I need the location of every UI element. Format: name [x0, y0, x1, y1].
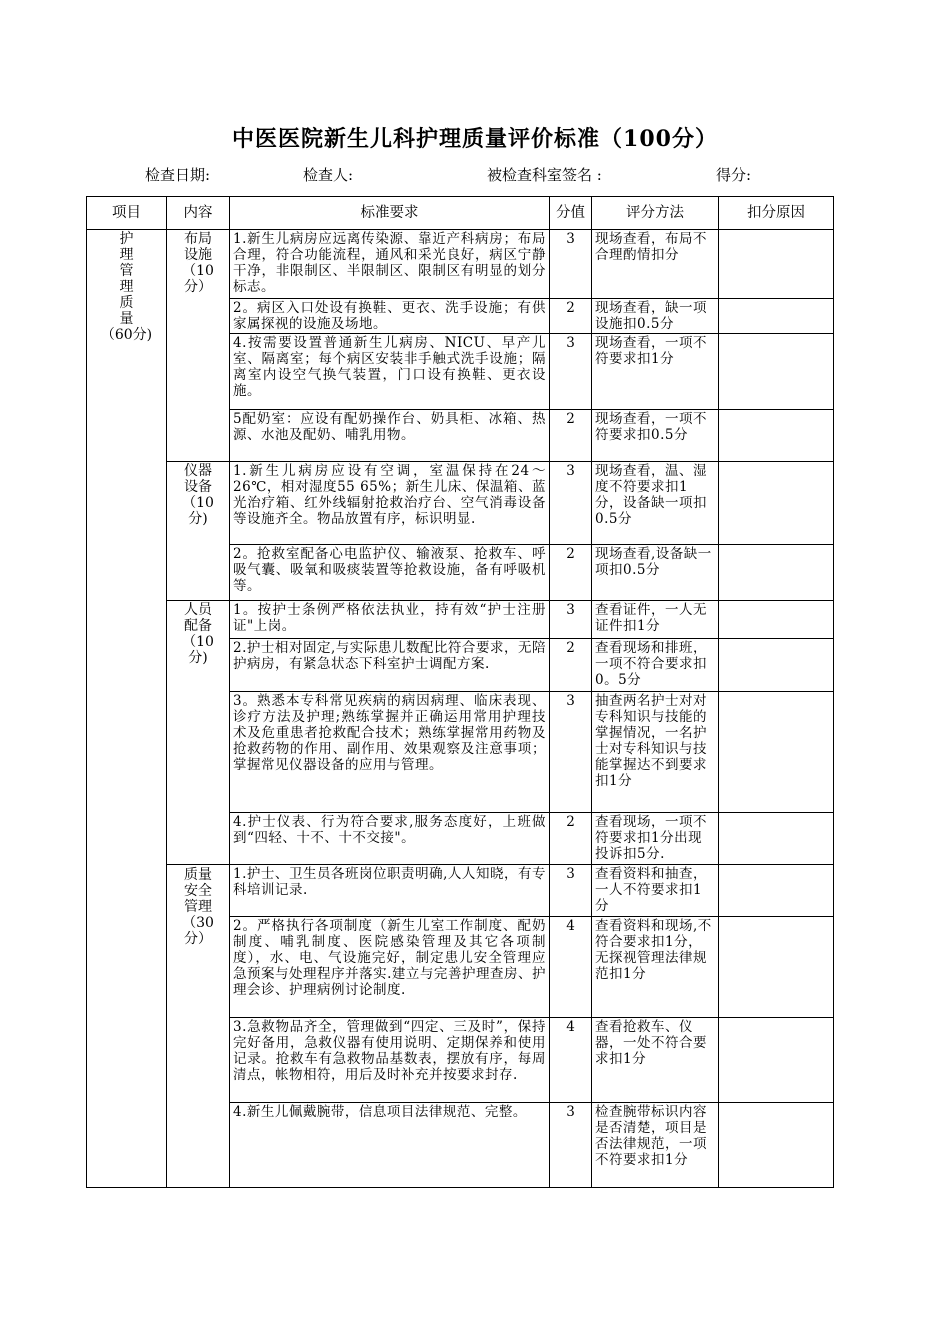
category-staffing: 人员 配备 （10 分)	[167, 601, 230, 865]
deduction-reason-cell	[719, 1018, 834, 1103]
method-cell: 现场查看，布局不合理酌情扣分	[592, 230, 719, 299]
standard-cell: 1.新生儿病房应设有空调，室温保持在24～26℃，相对湿度55 65%；新生儿床、保温箱、蓝光治疗箱、红外线辐射抢救治疗台、空气消毒设备等设施齐全。物品放置有序，标识明显.	[230, 462, 550, 545]
score-cell: 2	[550, 299, 592, 334]
header-score: 分值	[550, 197, 592, 230]
score-cell: 2	[550, 410, 592, 462]
deduction-reason-cell	[719, 813, 834, 865]
standard-cell: 1。按护士条例严格依法执业，持有效“护士注册证"上岗。	[230, 601, 550, 639]
method-cell: 查看现场和排班，一项不符合要求扣0。5分	[592, 639, 719, 692]
score-cell: 3	[550, 865, 592, 917]
method-cell: 现场查看，一项不符要求扣1分	[592, 334, 719, 410]
project-cell: 护 理 管 理 质 量 （60分)	[87, 230, 167, 1188]
standard-cell: 3.急救物品齐全，管理做到“四定、三及时”，保持完好备用，急救仪器有使用说明、定期保养和使用记录。抢救车有急救物品基数表，摆放有序，每周清点，帐物相符，用后及时补充并按要求封存.	[230, 1018, 550, 1103]
standard-cell: 1.护士、卫生员各班岗位职责明确,人人知晓，有专科培训记录.	[230, 865, 550, 917]
table-row	[87, 230, 834, 299]
score-cell: 2	[550, 545, 592, 601]
deduction-reason-cell	[719, 545, 834, 601]
inspection-date-label: 检查日期:	[145, 166, 211, 184]
method-cell: 查看资料和抽查，一人不符要求扣1分	[592, 865, 719, 917]
deduction-reason-cell	[719, 462, 834, 545]
score-cell: 4	[550, 1018, 592, 1103]
deduction-reason-cell	[719, 410, 834, 462]
table-row	[87, 865, 834, 917]
deduction-reason-cell	[719, 299, 834, 334]
standard-cell: 4.按需要设置普通新生儿病房、NICU、早产儿室、隔离室；每个病区安装非手触式洗手设施；隔离室内设空气换气装置，门口设有换鞋、更衣设施。	[230, 334, 550, 410]
method-cell: 查看证件，一人无证件扣1分	[592, 601, 719, 639]
page-title: 中医医院新生儿科护理质量评价标准（100分）	[232, 126, 718, 152]
score-cell: 3	[550, 334, 592, 410]
category-layout: 布局 设施 （10 分）	[167, 230, 230, 462]
header-content: 内容	[167, 197, 230, 230]
method-cell: 现场查看,设备缺一项扣0.5分	[592, 545, 719, 601]
deduction-reason-cell	[719, 1103, 834, 1188]
method-cell: 检查腕带标识内容是否清楚，项目是否法律规范，一项不符要求扣1分	[592, 1103, 719, 1188]
score-label: 得分:	[716, 166, 752, 184]
header-method: 评分方法	[592, 197, 719, 230]
deduction-reason-cell	[719, 865, 834, 917]
header-project: 项目	[87, 197, 167, 230]
score-cell: 3	[550, 462, 592, 545]
deduction-reason-cell	[719, 639, 834, 692]
deduction-reason-cell	[719, 692, 834, 813]
category-equipment: 仪器 设备 （10 分)	[167, 462, 230, 601]
standard-cell: 2。病区入口处设有换鞋、更衣、洗手设施；有供家属探视的设施及场地。	[230, 299, 550, 334]
score-cell: 3	[550, 601, 592, 639]
standard-cell: 2.护士相对固定,与实际患儿数配比符合要求，无陪护病房，有紧急状态下科室护士调配方案.	[230, 639, 550, 692]
evaluation-table	[86, 196, 834, 1188]
score-cell: 3	[550, 230, 592, 299]
deduction-reason-cell	[719, 230, 834, 299]
score-cell: 4	[550, 917, 592, 1018]
method-cell: 现场查看，温、湿度不符要求扣1分，设备缺一项扣0.5分	[592, 462, 719, 545]
table-row	[87, 462, 834, 545]
table-header-row	[87, 197, 834, 230]
header-deduction-reason: 扣分原因	[719, 197, 834, 230]
method-cell: 现场查看，缺一项设施扣0.5分	[592, 299, 719, 334]
score-cell: 3	[550, 1103, 592, 1188]
standard-cell: 2。抢救室配备心电监护仪、输液泵、抢救车、呼吸气囊、吸氧和吸痰装置等抢救设施，备有呼吸机等。	[230, 545, 550, 601]
deduction-reason-cell	[719, 334, 834, 410]
method-cell: 查看资料和现场,不符合要求扣1分，无探视管理法律规范扣1分	[592, 917, 719, 1018]
method-cell: 查看现场，一项不符要求扣1分出现投诉扣5分.	[592, 813, 719, 865]
standard-cell: 5配奶室：应设有配奶操作台、奶具柜、冰箱、热源、水池及配奶、哺乳用物。	[230, 410, 550, 462]
standard-cell: 4.护士仪表、行为符合要求,服务态度好，上班做到“四轻、十不、十不交接"。	[230, 813, 550, 865]
score-cell: 3	[550, 692, 592, 813]
inspector-label: 检查人:	[303, 166, 354, 184]
department-signature-label: 被检查科室签名 :	[487, 166, 602, 184]
standard-cell: 2。严格执行各项制度（新生儿室工作制度、配奶制度、哺乳制度、医院感染管理及其它各项制度），水、电、气设施完好，制定患儿安全管理应急预案与处理程序并落实.建立与完善护理查房、护理会诊、护理病例讨论制度.	[230, 917, 550, 1018]
standard-cell: 1.新生儿病房应远离传染源、靠近产科病房；布局合理，符合功能流程，通风和采光良好，病区宁静干净，非限制区、半限制区、限制区有明显的划分标志。	[230, 230, 550, 299]
category-safety: 质量 安全 管理 （30 分）	[167, 865, 230, 1188]
standard-cell: 3。熟悉本专科常见疾病的病因病理、临床表现、诊疗方法及护理;熟练掌握并正确运用常用护理技术及危重患者抢救配合技术；熟练掌握常用药物及抢救药物的作用、副作用、效果观察及注意事项；掌握常见仪器设备的应用与管理。	[230, 692, 550, 813]
method-cell: 查看抢救车、仪器，一处不符合要求扣1分	[592, 1018, 719, 1103]
standard-cell: 4.新生儿佩戴腕带，信息项目法律规范、完整。	[230, 1103, 550, 1188]
score-cell: 2	[550, 639, 592, 692]
method-cell: 现场查看，一项不符要求扣0.5分	[592, 410, 719, 462]
score-cell: 2	[550, 813, 592, 865]
method-cell: 抽查两名护士对对专科知识与技能的掌握情况，一名护士对专科知识与技能掌握达不到要求扣1分	[592, 692, 719, 813]
header-standard: 标准要求	[230, 197, 550, 230]
deduction-reason-cell	[719, 601, 834, 639]
table-row	[87, 601, 834, 639]
deduction-reason-cell	[719, 917, 834, 1018]
